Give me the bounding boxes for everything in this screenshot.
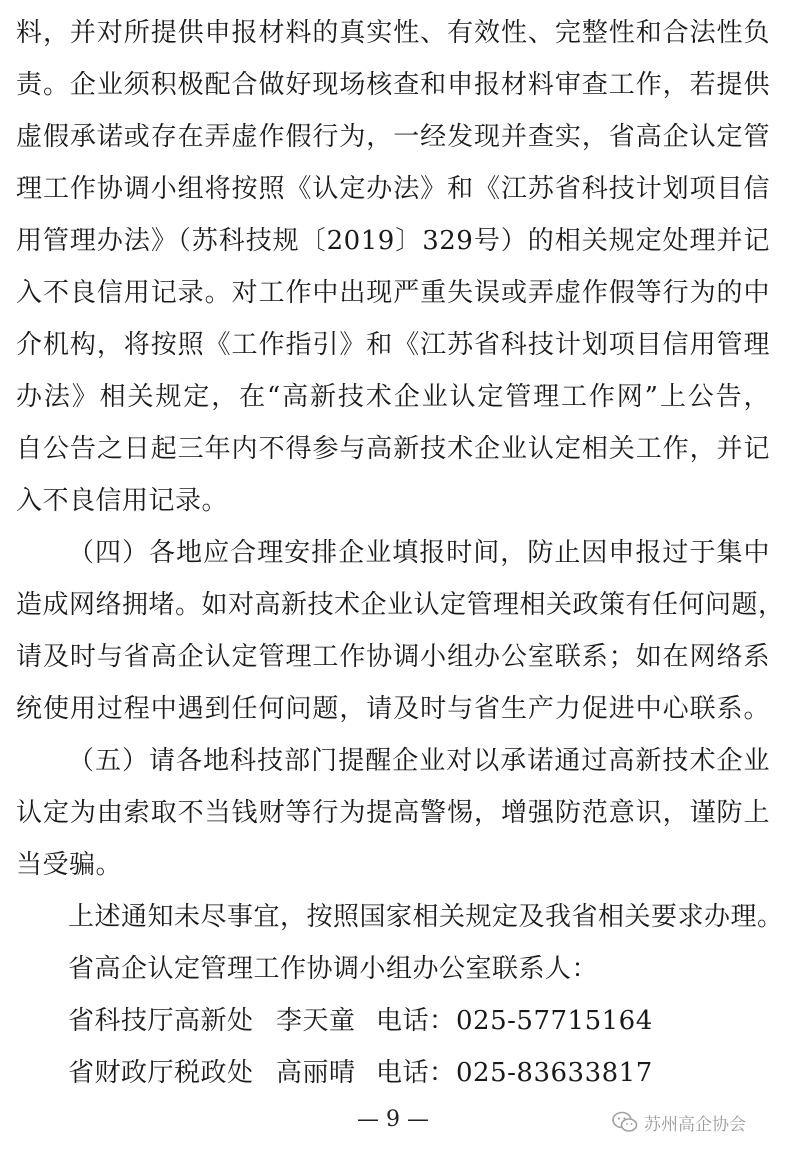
contact-dept: 省科技厅高新处 — [68, 1006, 254, 1036]
body-line: 当受骗。 — [16, 850, 123, 880]
body-line: 省高企认定管理工作协调小组办公室联系人： — [68, 954, 599, 984]
body-line: 入不良信用记录。对工作中出现严重失误或弄虚作假等行为的中 — [16, 278, 770, 308]
body-line: 上述通知未尽事宜，按照国家相关规定及我省相关要求办理。 — [68, 902, 784, 932]
body-line: 统使用过程中遇到任何问题，请及时与省生产力促进中心联系。 — [16, 694, 770, 724]
body-line: 入不良信用记录。 — [16, 486, 229, 516]
contact-phone-label: 电话： — [376, 1058, 456, 1088]
watermark — [612, 1108, 746, 1136]
body-line: 办法》相关规定，在“高新技术企业认定管理工作网”上公告， — [16, 382, 770, 412]
contact-phone: 025-57715164 — [456, 1006, 653, 1036]
contact-dept: 省财政厅税政处 — [68, 1058, 254, 1088]
watermark-text: 苏州高企协会 — [644, 1114, 746, 1135]
body-line: 请及时与省高企认定管理工作协调小组办公室联系；如在网络系 — [16, 642, 770, 672]
body-line: （五）请各地科技部门提醒企业对以承诺通过高新技术企业 — [68, 746, 770, 776]
body-line: 责。企业须积极配合做好现场核查和申报材料审查工作，若提供 — [16, 70, 770, 100]
contact-person: 高丽晴 — [276, 1058, 356, 1088]
contact-phone: 025-83633817 — [456, 1058, 653, 1088]
body-line: 用管理办法》（苏科技规〔2019〕329号）的相关规定处理并记 — [16, 226, 770, 256]
body-line: 虚假承诺或存在弄虚作假行为，一经发现并查实，省高企认定管 — [16, 122, 770, 152]
contact-row — [68, 1002, 653, 1040]
body-line: 造成网络拥堵。如对高新技术企业认定管理相关政策有任何问题， — [16, 590, 785, 620]
contact-phone-label: 电话： — [376, 1006, 456, 1036]
body-line: （四）各地应合理安排企业填报时间，防止因申报过于集中 — [68, 538, 770, 568]
body-line: 料，并对所提供申报材料的真实性、有效性、完整性和合法性负 — [16, 18, 770, 48]
body-line: 理工作协调小组将按照《认定办法》和《江苏省科技计划项目信 — [16, 174, 770, 204]
wechat-icon — [612, 1111, 638, 1133]
body-line: 介机构，将按照《工作指引》和《江苏省科技计划项目信用管理 — [16, 330, 770, 360]
body-line: 自公告之日起三年内不得参与高新技术企业认定相关工作，并记 — [16, 434, 770, 464]
page-number: — 9 — — [357, 1107, 429, 1132]
contact-person: 李天童 — [276, 1006, 356, 1036]
contact-row — [68, 1054, 653, 1092]
body-line: 认定为由索取不当钱财等行为提高警惕，增强防范意识，谨防上 — [16, 798, 770, 828]
